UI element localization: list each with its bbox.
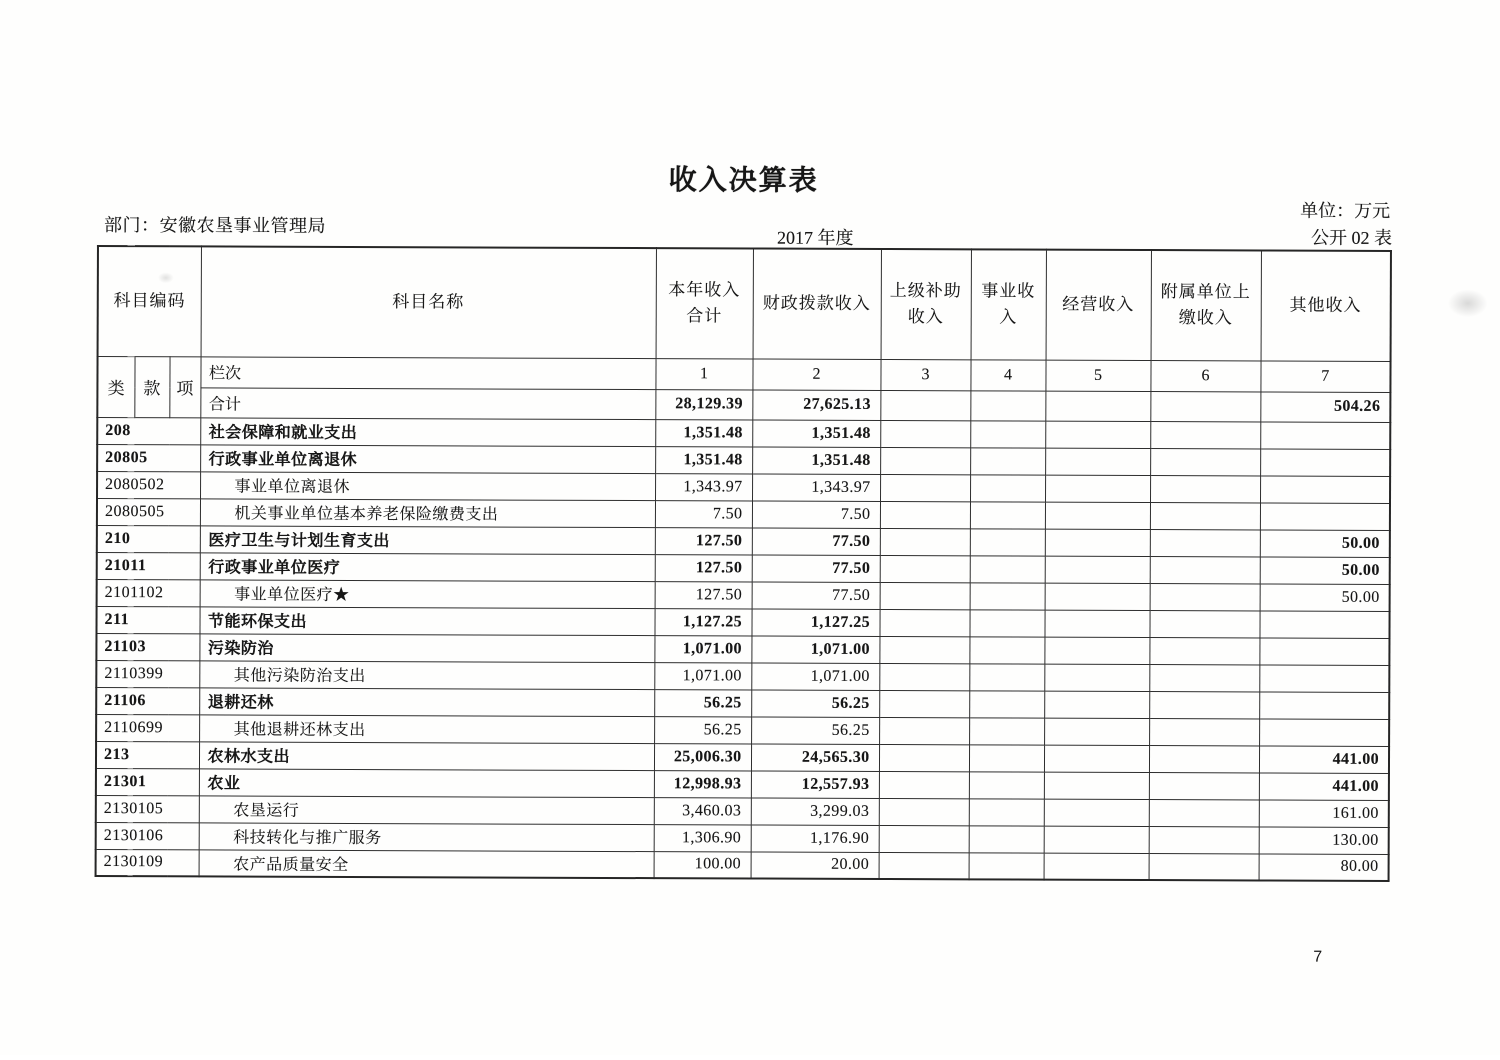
subheader-class: 类 — [97, 356, 134, 417]
header-operating-income: 经营收入 — [1046, 250, 1151, 360]
cell-subordinate-remittance — [1150, 529, 1260, 556]
cell-subject-code: 210 — [97, 525, 200, 552]
cell-subordinate-remittance — [1149, 610, 1259, 637]
cell-other-income: 441.00 — [1259, 772, 1389, 799]
cell-subject-name: 农业 — [199, 768, 654, 797]
cell-total-income: 1,071.00 — [654, 635, 751, 662]
cell-operating-income — [1045, 475, 1150, 502]
cell-other-income — [1259, 610, 1389, 637]
cell-subordinate-remittance — [1149, 799, 1259, 826]
cell-superior-subsidy — [879, 636, 969, 663]
cell-operating-income — [1044, 718, 1149, 745]
cell-business-income — [970, 582, 1045, 609]
column-index-label: 栏次 — [200, 356, 655, 389]
cell-other-income — [1259, 637, 1389, 664]
cell-other-income: 50.00 — [1260, 583, 1390, 610]
cell-superior-subsidy — [879, 771, 969, 798]
cell-fiscal-appropriation: 1,343.97 — [752, 474, 880, 501]
cell-total-income: 1,343.97 — [655, 473, 752, 500]
cell-operating-income — [1045, 583, 1150, 610]
cell-subject-name: 污染防治 — [199, 633, 654, 662]
cell-business-income — [969, 771, 1044, 798]
table-body — [96, 417, 1391, 881]
cell-fiscal-appropriation: 7.50 — [752, 501, 880, 528]
cell-subject-name: 农垦运行 — [199, 795, 654, 824]
cell-subordinate-remittance — [1149, 691, 1259, 718]
cell-total-income: 1,127.25 — [654, 608, 751, 635]
cell-subordinate-remittance — [1149, 772, 1259, 799]
cell-superior-subsidy — [879, 852, 969, 879]
cell-subordinate-remittance — [1150, 583, 1260, 610]
cell-fiscal-appropriation: 1,127.25 — [751, 609, 879, 636]
cell-operating-income — [1044, 637, 1149, 664]
cell-business-income — [969, 663, 1044, 690]
cell-other-income — [1259, 691, 1389, 718]
cell-subordinate-remittance — [1150, 556, 1260, 583]
cell-total-income: 56.25 — [654, 716, 751, 743]
cell-fiscal-appropriation: 1,351.48 — [752, 420, 880, 447]
cell-total-income: 127.50 — [655, 527, 752, 554]
total-value-3 — [880, 390, 970, 420]
cell-subject-code: 21301 — [96, 768, 199, 795]
total-value-2: 27,625.13 — [752, 390, 880, 420]
cell-other-income: 50.00 — [1260, 556, 1390, 583]
cell-other-income — [1259, 664, 1389, 691]
cell-superior-subsidy — [880, 447, 970, 474]
cell-superior-subsidy — [879, 825, 969, 852]
cell-business-income — [969, 609, 1044, 636]
cell-subject-name: 医疗卫生与计划生育支出 — [200, 525, 655, 554]
fiscal-year-label: 2017 年度 — [776, 227, 854, 248]
cell-fiscal-appropriation: 56.25 — [751, 717, 879, 744]
total-value-1: 28,129.39 — [655, 389, 752, 419]
cell-fiscal-appropriation: 24,565.30 — [751, 744, 879, 771]
cell-operating-income — [1045, 448, 1150, 475]
cell-fiscal-appropriation: 1,176.90 — [751, 825, 879, 852]
cell-business-income — [969, 744, 1044, 771]
cell-fiscal-appropriation: 77.50 — [752, 582, 880, 609]
header-subordinate-remittance: 附属单位上 缴收入 — [1151, 250, 1261, 360]
cell-subordinate-remittance — [1149, 718, 1259, 745]
cell-total-income: 1,351.48 — [655, 419, 752, 446]
column-number-3: 3 — [880, 359, 970, 390]
cell-operating-income — [1045, 502, 1150, 529]
cell-subject-code: 213 — [96, 741, 199, 768]
cell-subject-name: 农产品质量安全 — [199, 849, 654, 878]
cell-subject-name: 科技转化与推广服务 — [199, 822, 654, 851]
cell-other-income — [1260, 502, 1390, 529]
cell-business-income — [970, 420, 1045, 447]
cell-subject-name: 机关事业单位基本养老保险缴费支出 — [200, 498, 655, 527]
cell-fiscal-appropriation: 1,071.00 — [751, 663, 879, 690]
cell-subject-name: 行政事业单位离退休 — [200, 444, 655, 473]
header-subject-name: 科目名称 — [201, 246, 656, 358]
cell-business-income — [969, 636, 1044, 663]
cell-business-income — [970, 528, 1045, 555]
cell-superior-subsidy — [880, 474, 970, 501]
cell-subject-code: 2080505 — [97, 498, 200, 525]
cell-other-income: 441.00 — [1259, 745, 1389, 772]
total-label: 合计 — [200, 387, 655, 419]
cell-subject-code: 2101102 — [97, 579, 200, 606]
cell-superior-subsidy — [879, 798, 969, 825]
cell-fiscal-appropriation: 20.00 — [751, 852, 879, 879]
column-number-6: 6 — [1150, 360, 1260, 391]
page-title: 收入决算表 — [668, 165, 819, 197]
cell-superior-subsidy — [880, 555, 970, 582]
unit-note: 单位：万元 — [1300, 200, 1391, 221]
cell-fiscal-appropriation: 3,299.03 — [751, 798, 879, 825]
cell-subordinate-remittance — [1149, 853, 1259, 880]
cell-operating-income — [1045, 421, 1150, 448]
cell-business-income — [969, 717, 1044, 744]
cell-subject-code: 211 — [96, 606, 199, 633]
cell-operating-income — [1045, 556, 1150, 583]
total-value-5 — [1045, 391, 1150, 421]
scan-smudge — [1448, 289, 1488, 317]
total-value-4 — [970, 390, 1045, 420]
cell-subordinate-remittance — [1150, 421, 1260, 448]
cell-business-income — [970, 555, 1045, 582]
income-statement-table — [95, 245, 1392, 882]
cell-other-income: 50.00 — [1260, 529, 1390, 556]
cell-subordinate-remittance — [1150, 475, 1260, 502]
cell-subordinate-remittance — [1149, 745, 1259, 772]
header-other-income: 其他收入 — [1261, 250, 1391, 360]
cell-subject-code: 21011 — [97, 552, 200, 579]
cell-subject-code: 2130105 — [96, 795, 199, 822]
cell-subject-code: 21103 — [96, 633, 199, 660]
column-number-2: 2 — [752, 359, 880, 390]
cell-business-income — [969, 825, 1044, 852]
cell-operating-income — [1044, 664, 1149, 691]
cell-subject-name: 事业单位离退休 — [200, 471, 655, 500]
cell-superior-subsidy — [880, 501, 970, 528]
total-value-6 — [1150, 391, 1260, 421]
header-total-income: 本年收入 合计 — [656, 248, 753, 358]
cell-operating-income — [1044, 853, 1149, 880]
cell-superior-subsidy — [880, 420, 970, 447]
column-index-row — [97, 356, 1390, 392]
cell-subject-code: 2110399 — [96, 660, 199, 687]
column-number-4: 4 — [970, 359, 1045, 390]
cell-fiscal-appropriation: 77.50 — [752, 555, 880, 582]
cell-subject-code: 20805 — [97, 444, 200, 471]
column-number-5: 5 — [1045, 360, 1150, 391]
header-fiscal-appropriation: 财政拨款收入 — [753, 249, 881, 359]
table-header-row — [98, 246, 1391, 361]
cell-fiscal-appropriation: 56.25 — [751, 690, 879, 717]
column-number-1: 1 — [655, 358, 752, 389]
cell-subordinate-remittance — [1149, 637, 1259, 664]
total-value-7: 504.26 — [1260, 391, 1390, 421]
cell-superior-subsidy — [880, 528, 970, 555]
cell-operating-income — [1044, 772, 1149, 799]
cell-total-income: 7.50 — [655, 500, 752, 527]
cell-other-income: 130.00 — [1259, 826, 1389, 853]
cell-other-income: 80.00 — [1259, 853, 1389, 880]
cell-operating-income — [1044, 691, 1149, 718]
cell-fiscal-appropriation: 12,557.93 — [751, 771, 879, 798]
cell-subject-name: 农林水支出 — [199, 741, 654, 770]
cell-total-income: 100.00 — [654, 851, 751, 878]
grand-total-row — [97, 387, 1390, 422]
cell-subject-name: 社会保障和就业支出 — [200, 417, 655, 446]
cell-operating-income — [1044, 610, 1149, 637]
cell-subordinate-remittance — [1150, 502, 1260, 529]
form-number-note: 公开 02 表 — [1310, 227, 1393, 248]
cell-total-income: 127.50 — [655, 554, 752, 581]
cell-fiscal-appropriation: 77.50 — [752, 528, 880, 555]
cell-subject-code: 2080502 — [97, 471, 200, 498]
subheader-section: 款 — [134, 356, 169, 417]
cell-business-income — [969, 798, 1044, 825]
cell-total-income: 25,006.30 — [654, 743, 751, 770]
cell-superior-subsidy — [880, 582, 970, 609]
cell-superior-subsidy — [879, 609, 969, 636]
cell-business-income — [969, 690, 1044, 717]
cell-subordinate-remittance — [1150, 448, 1260, 475]
cell-superior-subsidy — [879, 744, 969, 771]
cell-subject-code: 21106 — [96, 687, 199, 714]
cell-total-income: 56.25 — [654, 689, 751, 716]
cell-subject-name: 其他退耕还林支出 — [199, 714, 654, 743]
header-subject-code: 科目编码 — [98, 246, 201, 356]
cell-business-income — [970, 474, 1045, 501]
cell-operating-income — [1045, 529, 1150, 556]
cell-operating-income — [1044, 799, 1149, 826]
cell-operating-income — [1044, 826, 1149, 853]
cell-fiscal-appropriation: 1,351.48 — [752, 447, 880, 474]
cell-superior-subsidy — [879, 717, 969, 744]
cell-superior-subsidy — [879, 663, 969, 690]
cell-total-income: 12,998.93 — [654, 770, 751, 797]
cell-fiscal-appropriation: 1,071.00 — [751, 636, 879, 663]
cell-subject-name: 其他污染防治支出 — [199, 660, 654, 689]
table-row — [96, 849, 1389, 881]
cell-business-income — [970, 501, 1045, 528]
cell-subordinate-remittance — [1149, 664, 1259, 691]
cell-subject-code: 2130109 — [96, 849, 199, 876]
subheader-item: 项 — [169, 356, 200, 417]
cell-subject-name: 节能环保支出 — [199, 606, 654, 635]
cell-total-income: 127.50 — [655, 581, 752, 608]
cell-business-income — [970, 447, 1045, 474]
cell-total-income: 1,306.90 — [654, 824, 751, 851]
cell-total-income: 3,460.03 — [654, 797, 751, 824]
cell-total-income: 1,071.00 — [654, 662, 751, 689]
cell-superior-subsidy — [879, 690, 969, 717]
cell-other-income — [1260, 421, 1390, 448]
cell-other-income — [1260, 475, 1390, 502]
department-label: 部门：安徽农垦事业管理局 — [104, 215, 327, 236]
cell-subject-code: 2130106 — [96, 822, 199, 849]
cell-total-income: 1,351.48 — [655, 446, 752, 473]
cell-subject-code: 208 — [97, 417, 200, 444]
cell-subject-name: 退耕还林 — [199, 687, 654, 716]
cell-subject-name: 事业单位医疗★ — [200, 579, 655, 608]
cell-other-income — [1259, 718, 1389, 745]
cell-other-income: 161.00 — [1259, 799, 1389, 826]
cell-other-income — [1260, 448, 1390, 475]
cell-subject-code: 2110699 — [96, 714, 199, 741]
page-number: 7 — [1313, 948, 1323, 966]
column-number-7: 7 — [1260, 360, 1390, 391]
cell-subordinate-remittance — [1149, 826, 1259, 853]
cell-business-income — [969, 852, 1044, 879]
cell-operating-income — [1044, 745, 1149, 772]
header-business-income: 事业收 入 — [971, 249, 1046, 359]
cell-subject-name: 行政事业单位医疗 — [200, 552, 655, 581]
header-superior-subsidy: 上级补助 收入 — [881, 249, 971, 359]
